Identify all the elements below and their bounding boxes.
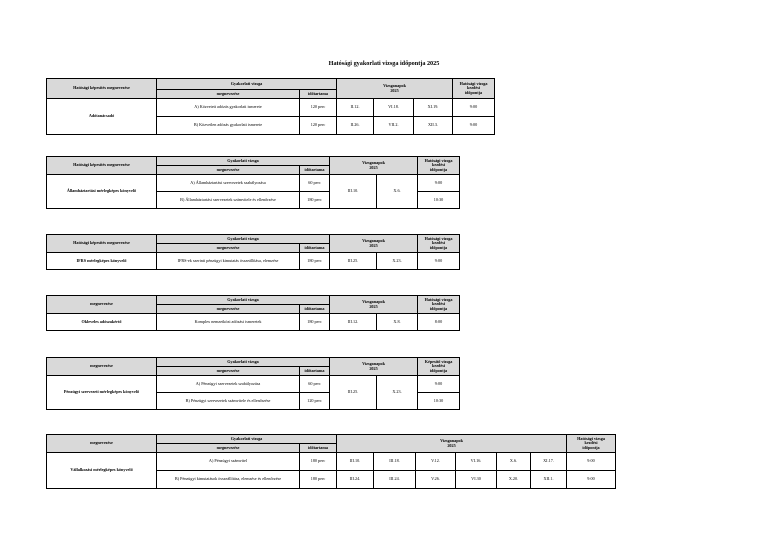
header-start-time: Hatósági vizsga kezdési időpontja [418, 157, 460, 175]
header-exam-name: megnevezése [157, 166, 300, 175]
header-practical-exam: Gyakorlati vizsga [157, 157, 330, 166]
exam-date: X.8. [377, 314, 418, 331]
exam-start-time: 9:00 [418, 253, 460, 270]
exam-date: VII.2. [374, 117, 414, 135]
header-practical-exam: Gyakorlati vizsga [157, 358, 330, 367]
exam-date: III.24. [337, 471, 374, 489]
exam-name: A) Közvetett adózás gyakorlati ismerete [157, 99, 300, 117]
exam-start-time: 9:00 [418, 376, 460, 393]
qualification-name: Okleveles adószakértő [47, 314, 157, 331]
exam-date: III.24. [374, 471, 416, 489]
exam-table-vallalkozasi [46, 434, 616, 489]
exam-table-adotanacsado [46, 78, 495, 135]
exam-duration: 120 perc [300, 117, 337, 135]
exam-duration: 180 perc [300, 314, 330, 331]
exam-name: B) Közvetlen adózás gyakorlati ismerete [157, 117, 300, 135]
exam-date: X.6. [377, 175, 418, 209]
header-start-time: Hatósági vizsga kezdési időpontja [418, 296, 460, 314]
exam-date: XI.19. [414, 99, 453, 117]
header-exam-days: Vizsganapok 2025 [337, 435, 567, 453]
header-exam-name: megnevezése [157, 444, 300, 453]
exam-table-penzugyi-szervezeti [46, 357, 460, 410]
page-title: Hatósági gyakorlati vizsga időpontja 2025 [328, 60, 440, 67]
header-exam-days: Vizsganapok 2025 [330, 296, 418, 314]
exam-date: II.26. [337, 117, 374, 135]
exam-date: X.6. [497, 453, 531, 471]
exam-date: III.18. [374, 453, 416, 471]
header-exam-days: Vizsganapok 2025 [330, 358, 418, 376]
exam-table-allamhaztartasi [46, 156, 460, 209]
exam-name: A) Pénzügyi szervezetek szabályozása [157, 376, 300, 393]
exam-date: V.26. [416, 471, 456, 489]
exam-start-time: 10:30 [418, 393, 460, 410]
header-start-time: Hatósági vizsga kezdési időpontja [567, 435, 616, 453]
qualification-name: Vállalkozási mérlegképes könyvelő [47, 453, 157, 489]
exam-duration: 60 perc [300, 175, 330, 192]
exam-name: B) Államháztartási szervezetek számvitele és ellenőrzése [157, 192, 300, 209]
header-qualification: Hatósági képesítés megnevezése [47, 79, 157, 99]
header-qualification: megnevezése [47, 435, 157, 453]
exam-date: X.23. [377, 376, 418, 410]
exam-start-time: 10:30 [418, 192, 460, 209]
header-practical-exam: Gyakorlati vizsga [157, 435, 337, 444]
header-exam-name: megnevezése [157, 90, 300, 99]
header-duration: időtartama [300, 367, 330, 376]
exam-date: XII.1. [531, 471, 567, 489]
header-qualification: Hatósági képesítés megnevezése [47, 235, 157, 253]
header-exam-name: megnevezése [157, 244, 300, 253]
header-exam-name: megnevezése [157, 367, 300, 376]
exam-name: Komplex nemzetközi adózási ismeretek [157, 314, 300, 331]
exam-table-okleveles-adoszakerto [46, 295, 460, 331]
header-duration: időtartama [300, 244, 330, 253]
exam-name: IFRS-ek szerinti pénzügyi kimutatás összeállítása, elemzése [157, 253, 300, 270]
exam-duration: 180 perc [300, 253, 330, 270]
qualification-name: Adótanácsadó [47, 99, 157, 135]
exam-start-time: 8:00 [418, 314, 460, 331]
exam-date: III.10. [337, 453, 374, 471]
header-duration: időtartama [300, 90, 337, 99]
header-exam-days: Vizsganapok 2025 [337, 79, 453, 99]
qualification-name: Pénzügyi szervezeti mérlegképes könyvelő [47, 376, 157, 410]
exam-start-time: 9:00 [453, 99, 495, 117]
exam-duration: 180 perc [300, 453, 337, 471]
header-duration: időtartama [300, 305, 330, 314]
header-exam-name: megnevezése [157, 305, 300, 314]
exam-date: XII.3. [414, 117, 453, 135]
header-duration: időtartama [300, 166, 330, 175]
exam-start-time: 9:00 [418, 175, 460, 192]
exam-date: III.25. [330, 253, 377, 270]
header-practical-exam: Gyakorlati vizsga [157, 296, 330, 305]
exam-date: V.12. [416, 453, 456, 471]
exam-date: III.25. [330, 376, 377, 410]
header-exam-days: Vizsganapok 2025 [330, 157, 418, 175]
exam-start-time: 9:00 [453, 117, 495, 135]
exam-duration: 180 perc [300, 471, 337, 489]
header-practical-exam: Gyakorlati vizsga [157, 79, 337, 90]
exam-date: II.12. [337, 99, 374, 117]
exam-date: X.23. [377, 253, 418, 270]
exam-date: VI.30 [456, 471, 497, 489]
exam-date: X.20. [497, 471, 531, 489]
exam-date: VI.16. [456, 453, 497, 471]
header-start-time: Hatósági vizsga kezdési időpontja [453, 79, 495, 99]
exam-table-ifrs [46, 234, 460, 270]
header-qualification: megnevezése [47, 358, 157, 376]
qualification-name: Államháztartási mérlegképes könyvelő [47, 175, 157, 209]
exam-date: III.10. [330, 175, 377, 209]
exam-name: B) Pénzügyi szervezetek számvitele és ellenőrzése [157, 393, 300, 410]
header-start-time: Képesítő vizsga kezdési időpontja [418, 358, 460, 376]
exam-date: III.12. [330, 314, 377, 331]
exam-name: A) Államháztartási szervezetek szabályozása [157, 175, 300, 192]
exam-duration: 180 perc [300, 192, 330, 209]
header-qualification: megnevezése [47, 296, 157, 314]
exam-date: VI.18. [374, 99, 414, 117]
exam-name: B) Pénzügyi kimutatások összeállítása, elemzése és ellenőrzése [157, 471, 300, 489]
header-duration: időtartama [300, 444, 337, 453]
header-practical-exam: Gyakorlati vizsga [157, 235, 330, 244]
exam-start-time: 9:00 [567, 471, 616, 489]
exam-name: A) Pénzügyi számvitel [157, 453, 300, 471]
qualification-name: IFRS mérlegképes könyvelő [47, 253, 157, 270]
exam-date: XI.17. [531, 453, 567, 471]
exam-duration: 60 perc [300, 376, 330, 393]
header-start-time: Hatósági vizsga kezdési időpontja [418, 235, 460, 253]
exam-duration: 120 perc [300, 393, 330, 410]
exam-start-time: 9:00 [567, 453, 616, 471]
exam-duration: 120 perc [300, 99, 337, 117]
header-exam-days: Vizsganapok 2025 [330, 235, 418, 253]
header-qualification: Hatósági képesítés megnevezése [47, 157, 157, 175]
